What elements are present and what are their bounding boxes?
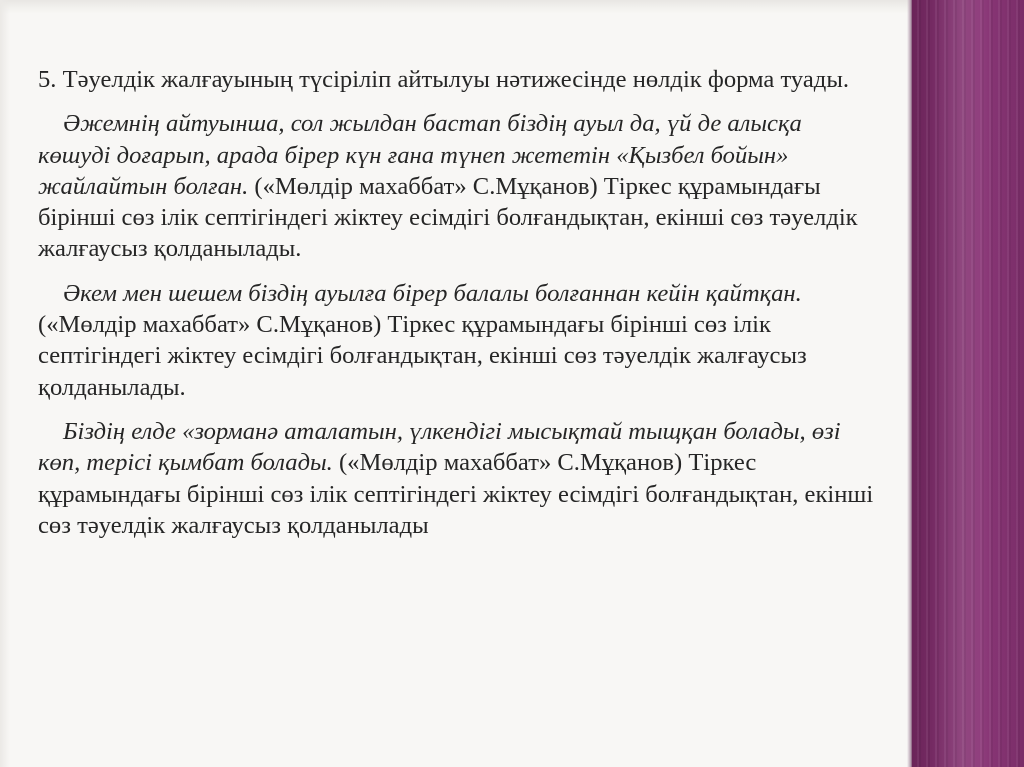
example-paragraph-1 [38,108,878,264]
example-explanation-3: («Мөлдір махаббат» С.Мұқанов) Тіркес құрамындағы бірінші сөз ілік септігіндегі жіктеу есімдігі болғандықтан, екінші сөз тәуелдік жалғаусыз қолданылады [38,449,874,539]
example-quote-2: Әкем мен шешем біздің ауылға бірер балалы болғаннан кейін қайтқан. [63,279,802,307]
point-heading: 5. Тәуелдік жалғауының түсіріліп айтылуы нәтижесінде нөлдік форма туады. [38,66,849,93]
example-quote-1: Әжемнің айтуынша, сол жылдан бастап біздің ауыл да, үй де алысқа көшуді доғарып, арада бірер күн ғана түнеп жететін «Қызбел бойын» жайлайтын болған. [38,110,802,200]
decorative-sidebar [912,0,1024,767]
example-explanation-1: («Мөлдір махаббат» С.Мұқанов) Тіркес құрамындағы бірінші сөз ілік септігіндегі жіктеу есімдігі болғандықтан, екінші сөз тәуелдік жалғаусыз қолданылады. [38,172,858,263]
example-quote-3: Біздің елде «зорманә аталатын, үлкендігі мысықтай тыщқан болады, өзі көп, терісі қымбат болады. [38,417,841,477]
slide-body-text [38,64,878,541]
sidebar-highlight [932,0,992,767]
slide-top-shadow [0,0,912,14]
slide-left-shadow [0,0,10,767]
example-paragraph-3 [38,416,878,541]
example-explanation-2: («Мөлдір махаббат» С.Мұқанов) Тіркес құрамындағы бірінші сөз ілік септігіндегі жіктеу есімдігі болғандықтан, екінші сөз тәуелдік жалғаусыз қолданылады. [38,311,807,401]
example-paragraph-2 [38,278,878,403]
